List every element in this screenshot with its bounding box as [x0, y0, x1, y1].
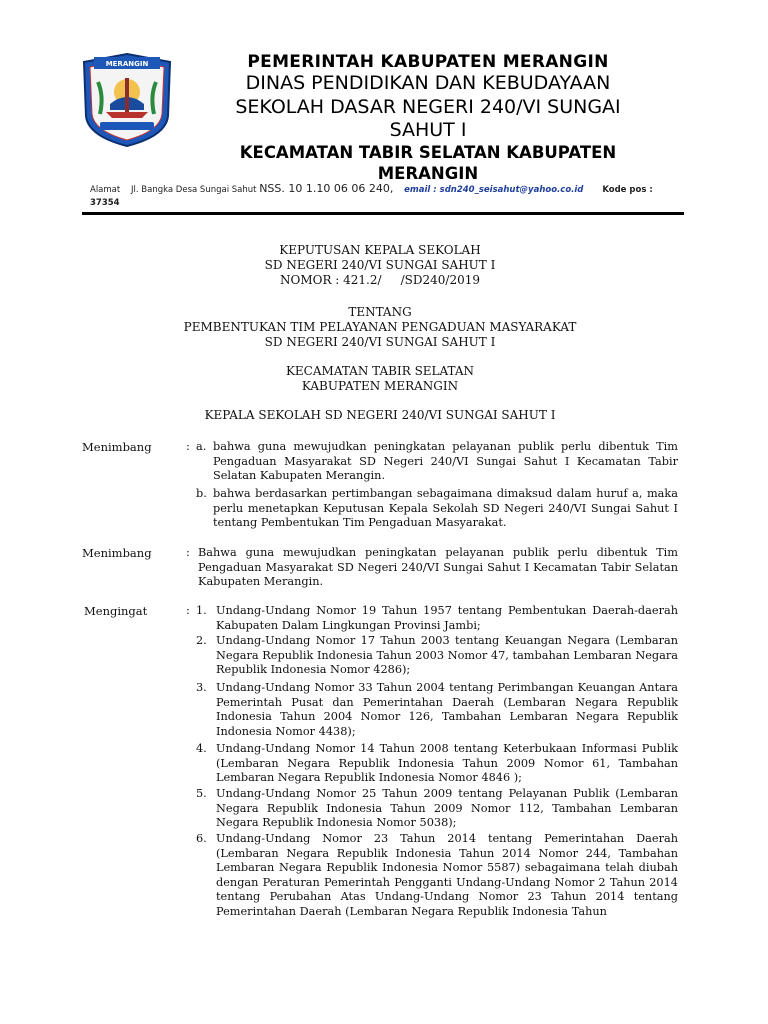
letterhead-address: [90, 182, 690, 210]
nss-number: NSS. 10 1.10 06 06 240,: [259, 182, 394, 195]
mengingat-colon: :: [186, 604, 190, 617]
mengingat-item-number: 2.: [196, 634, 207, 647]
mengingat-item-number: 1.: [196, 604, 207, 617]
decree-subject-line1: PEMBENTUKAN TIM PELAYANAN PENGADUAN MASYARAKAT: [183, 320, 577, 334]
mengingat-item-text: Undang-Undang Nomor 14 Tahun 2008 tentang Keterbukaan Informasi Publik (Lembaran Negara Republik Indonesia Tahun 2009 Nomor 61, Tambahan Lembaran Negara Republik Indonesia Nomor 4846 );: [216, 742, 678, 785]
mengingat-item-number: 6.: [196, 832, 207, 845]
menimbang-second-text: Bahwa guna mewujudkan peningkatan pelayanan publik perlu dibentuk Tim Pengaduan Masyarakat SD Negeri 240/VI Sungai Sahut I Kecamatan Tabir Selatan Kabupaten Merangin.: [198, 546, 678, 589]
mengingat-item-text: Undang-Undang Nomor 33 Tahun 2004 tentang Perimbangan Keuangan Antara Pemerintah Pusat dan Pemerintahan Daerah (Lembaran Negara Republik Indonesia Tahun 2004 Nomor 126, Tambahan Lembaran Negara Republik Indonesia Nomor 4438);: [216, 681, 678, 738]
menimbang-label: Menimbang: [82, 440, 152, 454]
decree-number: NOMOR : 421.2/ /SD240/2019: [279, 273, 480, 287]
letterhead-district-line1: KECAMATAN TABIR SELATAN KABUPATEN: [239, 143, 617, 162]
decree-title-line1: KEPUTUSAN KEPALA SEKOLAH: [279, 243, 481, 257]
menimbang-item-b-mark: b.: [196, 487, 207, 500]
address-street: Jl. Bangka Desa Sungai Sahut: [131, 185, 257, 195]
mengingat-item-text: Undang-Undang Nomor 19 Tahun 1957 tentang Pembentukan Daerah-daerah Kabupaten Dalam Lingkungan Provinsi Jambi;: [216, 604, 678, 632]
decree-subject-block: [80, 305, 680, 350]
letterhead-district: [178, 142, 678, 184]
postal-code-label: Kode pos :: [602, 185, 653, 195]
decree-about: TENTANG: [348, 305, 412, 319]
merangin-emblem-logo: [80, 52, 174, 148]
decree-district-line1: KECAMATAN TABIR SELATAN: [285, 364, 475, 378]
letterhead-school-line1: SEKOLAH DASAR NEGERI 240/VI SUNGAI: [235, 96, 621, 118]
email-address: email : sdn240_seisahut@yahoo.co.id: [404, 185, 584, 195]
logo-text: MERANGIN: [105, 60, 149, 68]
decree-subject-line2: SD NEGERI 240/VI SUNGAI SAHUT I: [264, 335, 496, 349]
letterhead-agency: DINAS PENDIDIKAN DAN KEBUDAYAAN: [245, 72, 611, 94]
menimbang-second-colon: :: [186, 546, 190, 559]
menimbang-item-a-mark: a.: [196, 440, 207, 453]
decree-district-line2: KABUPATEN MERANGIN: [301, 379, 459, 393]
mengingat-item-text: Undang-Undang Nomor 23 Tahun 2014 tentang Pemerintahan Daerah (Lembaran Negara Republik Indonesia Tahun 2014 Nomor 244, Tambahan Lembaran Negara Republik Indonesia Nomor 5587) sebagaimana telah diubah dengan Peraturan Pemerintah Pengganti Undang-Undang Nomor 2 Tahun 2014 tentang Perubahan Atas Undang-Undang Nomor 23 Tahun 2014 tentang Pemerintahan Daerah (Lembaran Negara Republik Indonesia Tahun: [216, 832, 678, 918]
mengingat-item-text: Undang-Undang Nomor 25 Tahun 2009 tentang Pelayanan Publik (Lembaran Negara Republik Indonesia Tahun 2009 Nomor 112, Tambahan Lembaran Negara Republik Indonesia Nomor 5038);: [216, 787, 678, 830]
letterhead-divider: [82, 212, 684, 215]
letterhead-government: PEMERINTAH KABUPATEN MERANGIN: [247, 52, 609, 72]
menimbang-item-a-text: bahwa guna mewujudkan peningkatan pelayanan publik perlu dibentuk Tim Pengaduan Masyarakat SD Negeri 240/VI Sungai Sahut I Kecamatan Tabir Selatan Kabupaten Merangin.: [213, 440, 678, 483]
mengingat-label: Mengingat: [84, 604, 148, 618]
letterhead-school: [178, 96, 678, 142]
menimbang-colon: :: [186, 440, 190, 453]
decree-title-block: [80, 243, 680, 288]
letterhead-district-line2: MERANGIN: [377, 164, 479, 183]
mengingat-item-number: 4.: [196, 742, 207, 755]
menimbang-item-b-text: bahwa berdasarkan pertimbangan sebagaimana dimaksud dalam huruf a, maka perlu menetapkan Keputusan Kepala Sekolah SD Negeri 240/VI Sungai Sahut I tentang Pembentukan Tim Pengaduan Masyarakat.: [213, 487, 678, 530]
decree-authority: KEPALA SEKOLAH SD NEGERI 240/VI SUNGAI SAHUT I: [204, 408, 556, 422]
mengingat-item-number: 5.: [196, 787, 207, 800]
postal-code: 37354: [90, 198, 120, 208]
address-label: Alamat: [90, 185, 121, 195]
mengingat-item-number: 3.: [196, 681, 207, 694]
decree-district-block: [80, 364, 680, 394]
menimbang-second-label: Menimbang: [82, 546, 152, 560]
decree-title-line2: SD NEGERI 240/VI SUNGAI SAHUT I: [264, 258, 496, 272]
mengingat-item-text: Undang-Undang Nomor 17 Tahun 2003 tentang Keuangan Negara (Lembaran Negara Republik Indonesia Tahun 2003 Nomor 47, tambahan Lembaran Negara Republik Indonesia Nomor 4286);: [216, 634, 678, 677]
letterhead-school-line2: SAHUT I: [389, 119, 467, 141]
